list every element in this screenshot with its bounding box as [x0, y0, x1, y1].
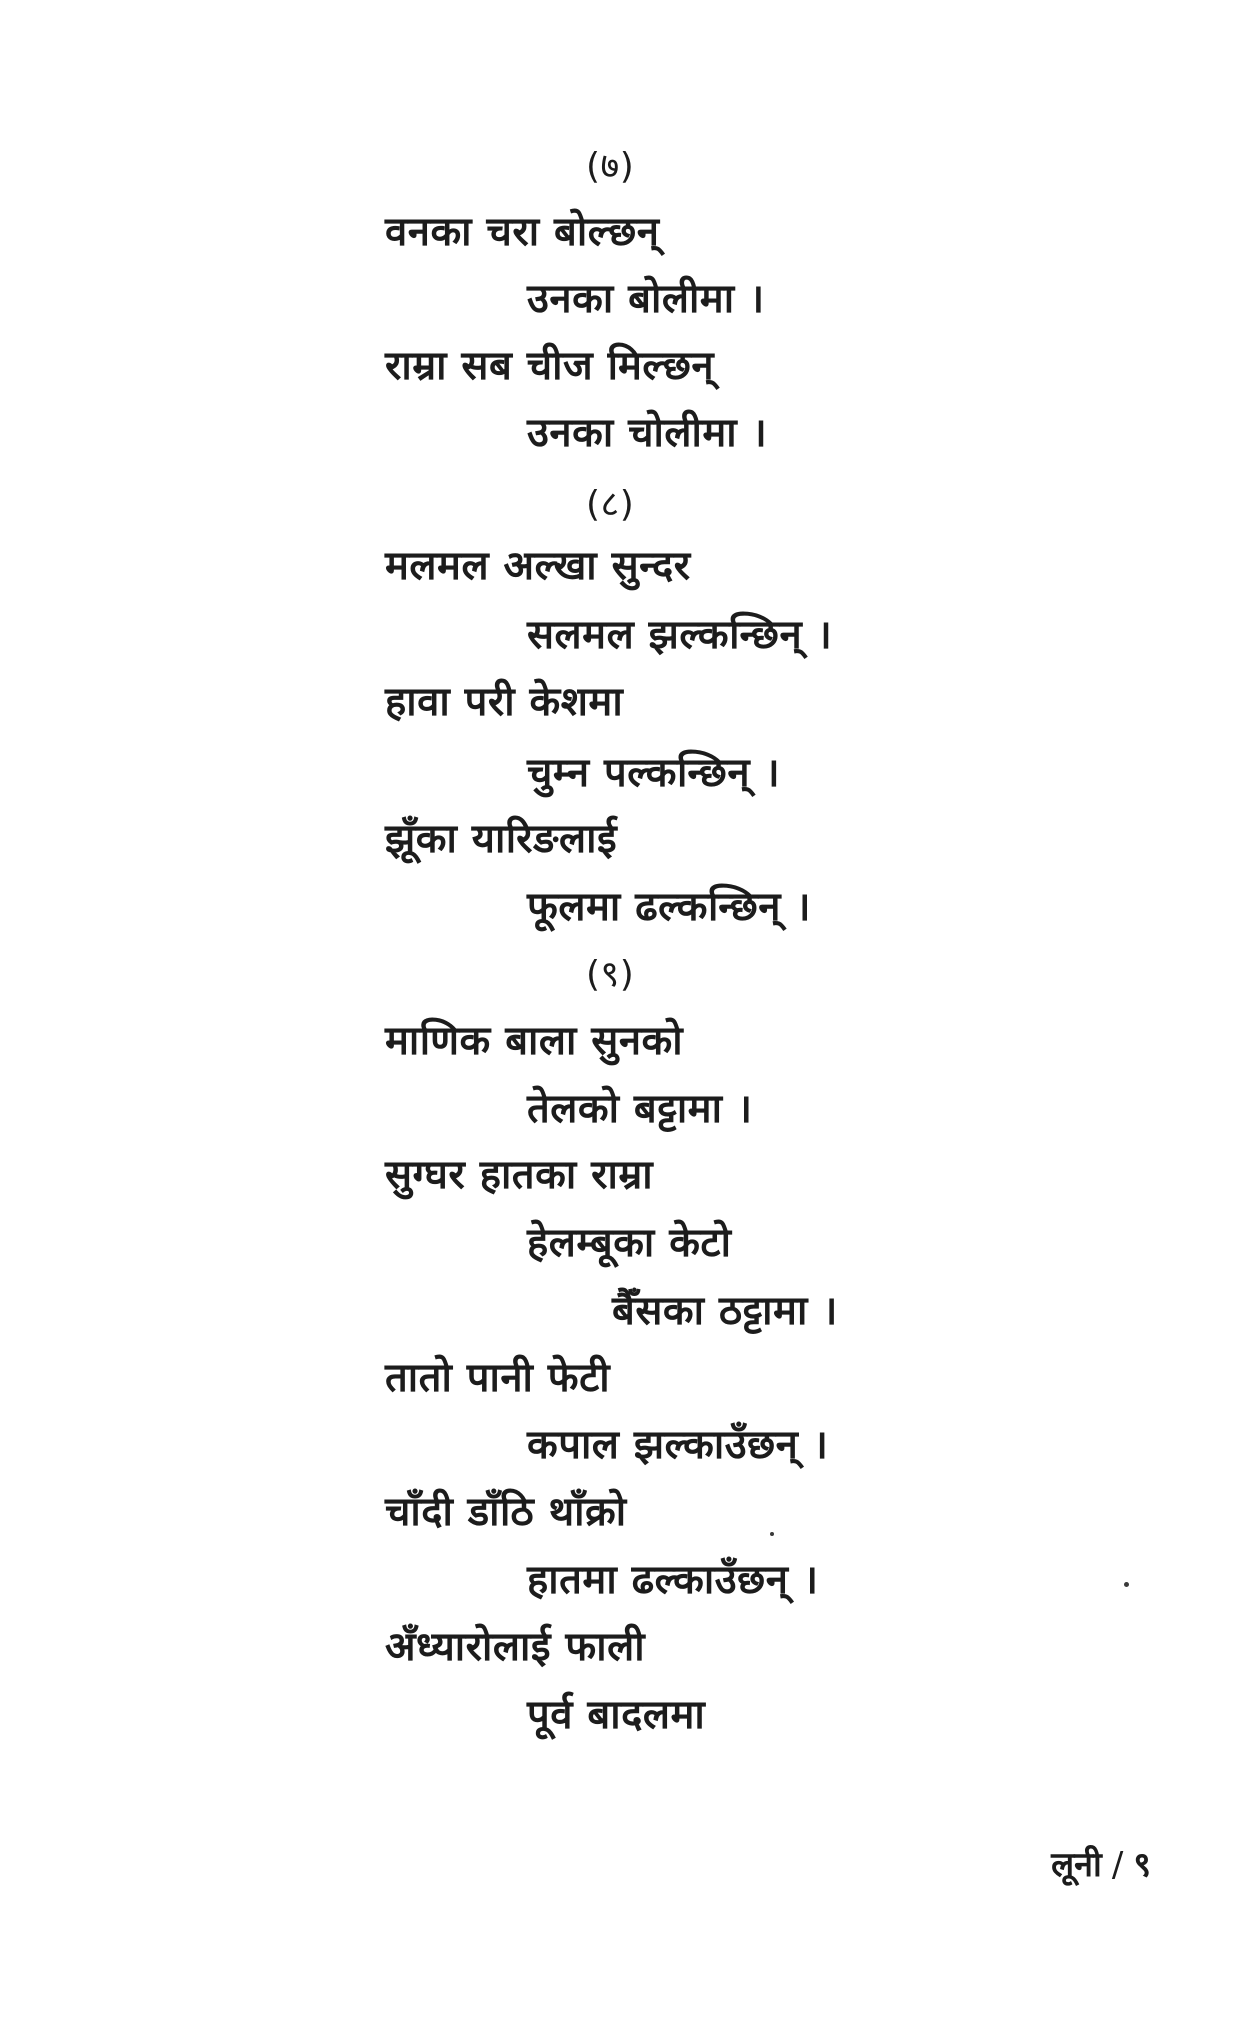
poem-line: तातो पानी फेटी: [385, 1355, 611, 1401]
poem-line: उनका चोलीमा ।: [527, 410, 768, 456]
poem-line: राम्रा सब चीज मिल्छन्: [385, 343, 715, 389]
poem-line: हातमा ढल्काउँछन् ।: [527, 1557, 819, 1603]
page-footer: [1051, 1843, 1151, 1887]
poem-line: तेलको बट्टामा ।: [527, 1086, 753, 1132]
poem-line: मलमल अल्खा सुन्दर: [385, 543, 691, 589]
poem-line: सुग्घर हातका राम्रा: [385, 1152, 654, 1198]
poem-line: अँध्यारोलाई फाली: [385, 1624, 646, 1670]
page-number: ९: [1133, 1845, 1151, 1885]
poem-line: चुम्न पल्कन्छिन् ।: [527, 750, 781, 796]
poem-line: चाँदी डाँठि थाँक्रो: [385, 1489, 627, 1535]
poem-line: कपाल झल्काउँछन् ।: [527, 1422, 829, 1468]
stanza-number: (९): [586, 954, 635, 995]
poem-line: हावा परी केशमा: [385, 679, 624, 725]
scan-speck: [770, 1532, 774, 1536]
book-title: लूनी: [1051, 1845, 1102, 1885]
stanza-number: (७): [586, 146, 635, 187]
poem-line: माणिक बाला सुनको: [385, 1018, 684, 1064]
poem-line: वनका चरा बोल्छन्: [385, 209, 660, 255]
poem-line: सलमल झल्कन्छिन् ।: [527, 612, 833, 658]
poem-line: पूर्व बादलमा: [527, 1692, 706, 1738]
scan-speck: [1124, 1582, 1129, 1587]
poem-line: उनका बोलीमा ।: [527, 276, 765, 322]
poem-line: बैँसका ठट्टामा ।: [612, 1288, 838, 1334]
footer-separator: /: [1111, 1845, 1124, 1885]
stanza-number: (८): [586, 484, 635, 525]
poem-line: झूँका यारिङलाई: [385, 816, 618, 862]
poem-line: हेलम्बूका केटो: [527, 1220, 732, 1266]
poem-line: फूलमा ढल्कन्छिन् ।: [527, 884, 812, 930]
